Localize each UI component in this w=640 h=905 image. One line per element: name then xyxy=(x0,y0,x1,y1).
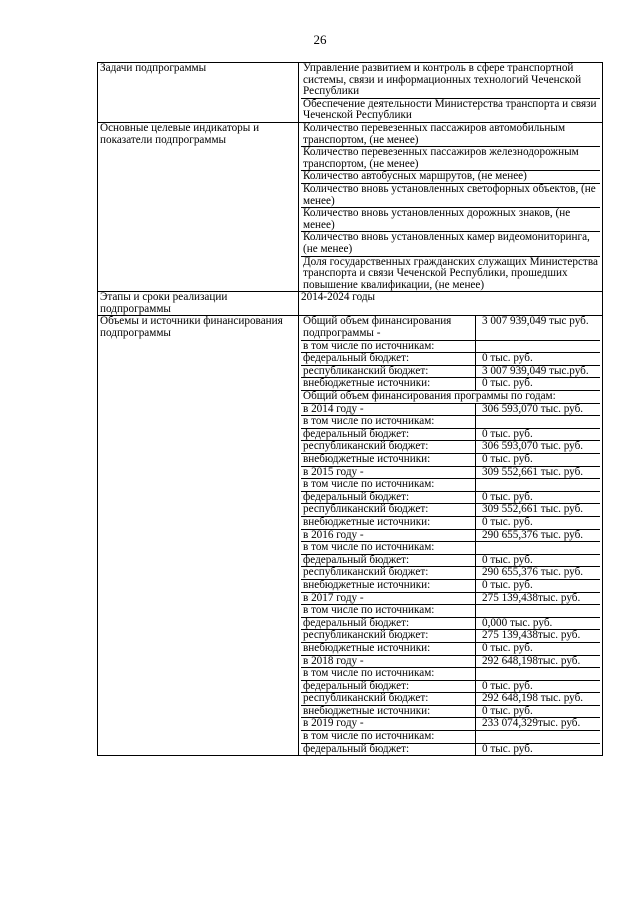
funding-line-amount: 0 тыс. руб. xyxy=(482,515,533,528)
funding-line-label: в том числе по источникам: xyxy=(301,668,476,680)
funding-line xyxy=(301,529,600,542)
funding-line-label: внебюджетные источники: xyxy=(301,454,476,466)
funding-line xyxy=(301,667,600,680)
funding-line xyxy=(301,730,600,743)
funding-line xyxy=(301,428,600,441)
funding-line-amount: 0 тыс. руб. xyxy=(482,490,533,503)
tasks-list xyxy=(301,63,600,122)
funding-line-amount: 233 074,329тыс. руб. xyxy=(482,717,581,730)
funding-line-amount: 3 007 939,049 тыс.руб. xyxy=(482,364,589,377)
funding-line xyxy=(301,554,600,567)
funding-line-label: в том числе по источникам: xyxy=(301,479,476,491)
funding-line-amount: 275 139,438тыс. руб. xyxy=(482,629,581,642)
funding-line-label: в 2015 году - xyxy=(301,467,476,479)
funding-line-amount xyxy=(476,668,600,680)
funding-line-amount: 309 552,661 тыс. руб. xyxy=(482,503,584,516)
funding-line-label: республиканский бюджет: xyxy=(301,693,476,705)
funding-line-label: республиканский бюджет: xyxy=(301,504,476,516)
funding-line-amount: 306 593,070 тыс. руб. xyxy=(482,402,584,415)
funding-line-label: республиканский бюджет: xyxy=(301,366,476,378)
page-number: 26 xyxy=(313,32,327,47)
funding-line-label: федеральный бюджет: xyxy=(301,555,476,567)
funding-line-label: республиканский бюджет: xyxy=(301,567,476,579)
indicator-item: Количество вновь установленных камер видеомониторинга, (не менее) xyxy=(301,231,600,255)
funding-line xyxy=(301,642,600,655)
task-item: Управление развитием и контроль в сфере транспортной системы, связи и информационных технологий Чеченской Республики xyxy=(303,62,582,98)
stages-value: 2014-2024 годы xyxy=(299,292,603,316)
funding-line-amount: 0 тыс. руб. xyxy=(482,641,533,654)
funding-line xyxy=(301,377,600,390)
funding-line xyxy=(301,503,600,516)
passport-table xyxy=(97,62,603,756)
indicator-item: Количество вновь установленных светофорных объектов, (не менее) xyxy=(301,183,600,207)
funding-line-label: федеральный бюджет: xyxy=(301,429,476,441)
funding-line-label: в том числе по источникам: xyxy=(301,341,476,353)
funding-line xyxy=(301,340,600,353)
task-item: Обеспечение деятельности Министерства транспорта и связи Чеченской Республики xyxy=(301,98,600,122)
funding-line-label: федеральный бюджет: xyxy=(301,681,476,693)
funding-line xyxy=(301,390,600,403)
funding-line xyxy=(301,478,600,491)
funding-line-amount: 0 тыс. руб. xyxy=(482,352,533,365)
funding-line-amount: 292 648,198тыс. руб. xyxy=(482,654,581,667)
funding-line xyxy=(301,566,600,579)
funding-line xyxy=(301,617,600,630)
funding-line-amount xyxy=(476,341,600,353)
indicator-item: Количество перевезенных пассажиров железнодорожным транспортом, (не менее) xyxy=(301,146,600,170)
funding-line-amount xyxy=(476,542,600,554)
funding-line-label: в том числе по источникам: xyxy=(301,731,476,743)
funding-line xyxy=(301,316,600,339)
funding-line xyxy=(301,516,600,529)
funding-line-label: в том числе по источникам: xyxy=(301,542,476,554)
funding-line xyxy=(301,629,600,642)
funding-line-label: внебюджетные источники: xyxy=(301,378,476,390)
funding-line-label: в том числе по источникам: xyxy=(301,605,476,617)
funding-line-amount: 0 тыс. руб. xyxy=(482,578,533,591)
funding-line xyxy=(301,541,600,554)
indicator-item: Количество перевезенных пассажиров автомобильным транспортом, (не менее) xyxy=(303,121,566,146)
funding-line-amount: 0 тыс. руб. xyxy=(482,377,533,390)
funding-line-amount: 275 139,438тыс. руб. xyxy=(482,591,581,604)
funding-line-label: внебюджетные источники: xyxy=(301,580,476,592)
funding-line-amount: 309 552,661 тыс. руб. xyxy=(482,465,584,478)
funding-line-amount: 0,000 тыс. руб. xyxy=(482,616,553,629)
indicator-item: Доля государственных гражданских служащих Министерства транспорта и связи Чеченской Республики, прошедших повышение квалификации, (не менее) xyxy=(301,256,600,292)
stages-row xyxy=(98,292,603,316)
funding-line-amount: 0 тыс. руб. xyxy=(482,742,533,755)
tasks-label: Задачи подпрограммы xyxy=(98,63,299,123)
funding-line-amount: 306 593,070 тыс. руб. xyxy=(482,440,584,453)
funding-line xyxy=(301,352,600,365)
funding-line-amount: 0 тыс. руб. xyxy=(482,679,533,692)
funding-list xyxy=(301,316,600,755)
funding-line-label: внебюджетные источники: xyxy=(301,706,476,718)
funding-line xyxy=(301,604,600,617)
funding-line-label: федеральный бюджет: xyxy=(301,353,476,365)
funding-line xyxy=(301,592,600,605)
funding-line-amount xyxy=(476,479,600,491)
funding-line-label: в 2014 году - xyxy=(301,404,476,416)
funding-line-amount: 292 648,198 тыс. руб. xyxy=(482,692,584,705)
funding-line xyxy=(301,365,600,378)
indicator-item: Количество автобусных маршрутов, (не менее) xyxy=(301,170,600,183)
funding-line-label: федеральный бюджет: xyxy=(301,492,476,504)
funding-label: Объемы и источники финансирования подпрограммы xyxy=(98,316,299,756)
funding-line-label: республиканский бюджет: xyxy=(301,630,476,642)
funding-line-amount: 0 тыс. руб. xyxy=(482,704,533,717)
funding-line xyxy=(301,743,600,756)
funding-line xyxy=(301,655,600,668)
indicator-item: Количество вновь установленных дорожных знаков, (не менее) xyxy=(301,207,600,231)
funding-line-label: Общий объем финансирования подпрограммы - xyxy=(301,316,476,339)
indicators-list xyxy=(301,123,600,291)
funding-line xyxy=(301,705,600,718)
funding-line-label: в 2018 году - xyxy=(301,656,476,668)
tasks-row xyxy=(98,63,603,123)
funding-line xyxy=(301,415,600,428)
funding-line xyxy=(301,453,600,466)
stages-label: Этапы и сроки реализации подпрограммы xyxy=(98,292,299,316)
funding-line-amount: 290 655,376 тыс. руб. xyxy=(482,528,584,541)
funding-line-label: федеральный бюджет: xyxy=(301,744,476,756)
funding-line xyxy=(301,466,600,479)
funding-line xyxy=(301,717,600,730)
indicators-row xyxy=(98,122,603,291)
funding-line-amount: 0 тыс. руб. xyxy=(482,427,533,440)
funding-line-label: республиканский бюджет: xyxy=(301,441,476,453)
funding-line-label: внебюджетные источники: xyxy=(301,517,476,529)
funding-line xyxy=(301,680,600,693)
funding-line-amount: 3 007 939,049 тыс руб. xyxy=(482,315,589,328)
funding-line-amount xyxy=(476,605,600,617)
funding-line-label: в том числе по источникам: xyxy=(301,416,476,428)
funding-line xyxy=(301,579,600,592)
funding-line-amount: 0 тыс. руб. xyxy=(482,453,533,465)
funding-line-label: федеральный бюджет: xyxy=(301,618,476,630)
funding-line xyxy=(301,692,600,705)
funding-line-amount xyxy=(476,416,600,428)
funding-line-label: внебюджетные источники: xyxy=(301,643,476,655)
funding-line-label: в 2019 году - xyxy=(301,718,476,730)
funding-line xyxy=(301,491,600,504)
funding-line-label: в 2017 году - xyxy=(301,593,476,605)
funding-row xyxy=(98,316,603,756)
funding-line-amount: 290 655,376 тыс. руб. xyxy=(482,566,584,579)
funding-line-label: в 2016 году - xyxy=(301,530,476,542)
funding-line-amount xyxy=(476,731,600,743)
funding-line xyxy=(301,440,600,453)
funding-line xyxy=(301,403,600,416)
funding-line-label: Общий объем финансирования программы по годам: xyxy=(303,390,556,403)
indicators-label: Основные целевые индикаторы и показатели подпрограммы xyxy=(98,122,299,291)
funding-line-amount: 0 тыс. руб. xyxy=(482,553,533,566)
